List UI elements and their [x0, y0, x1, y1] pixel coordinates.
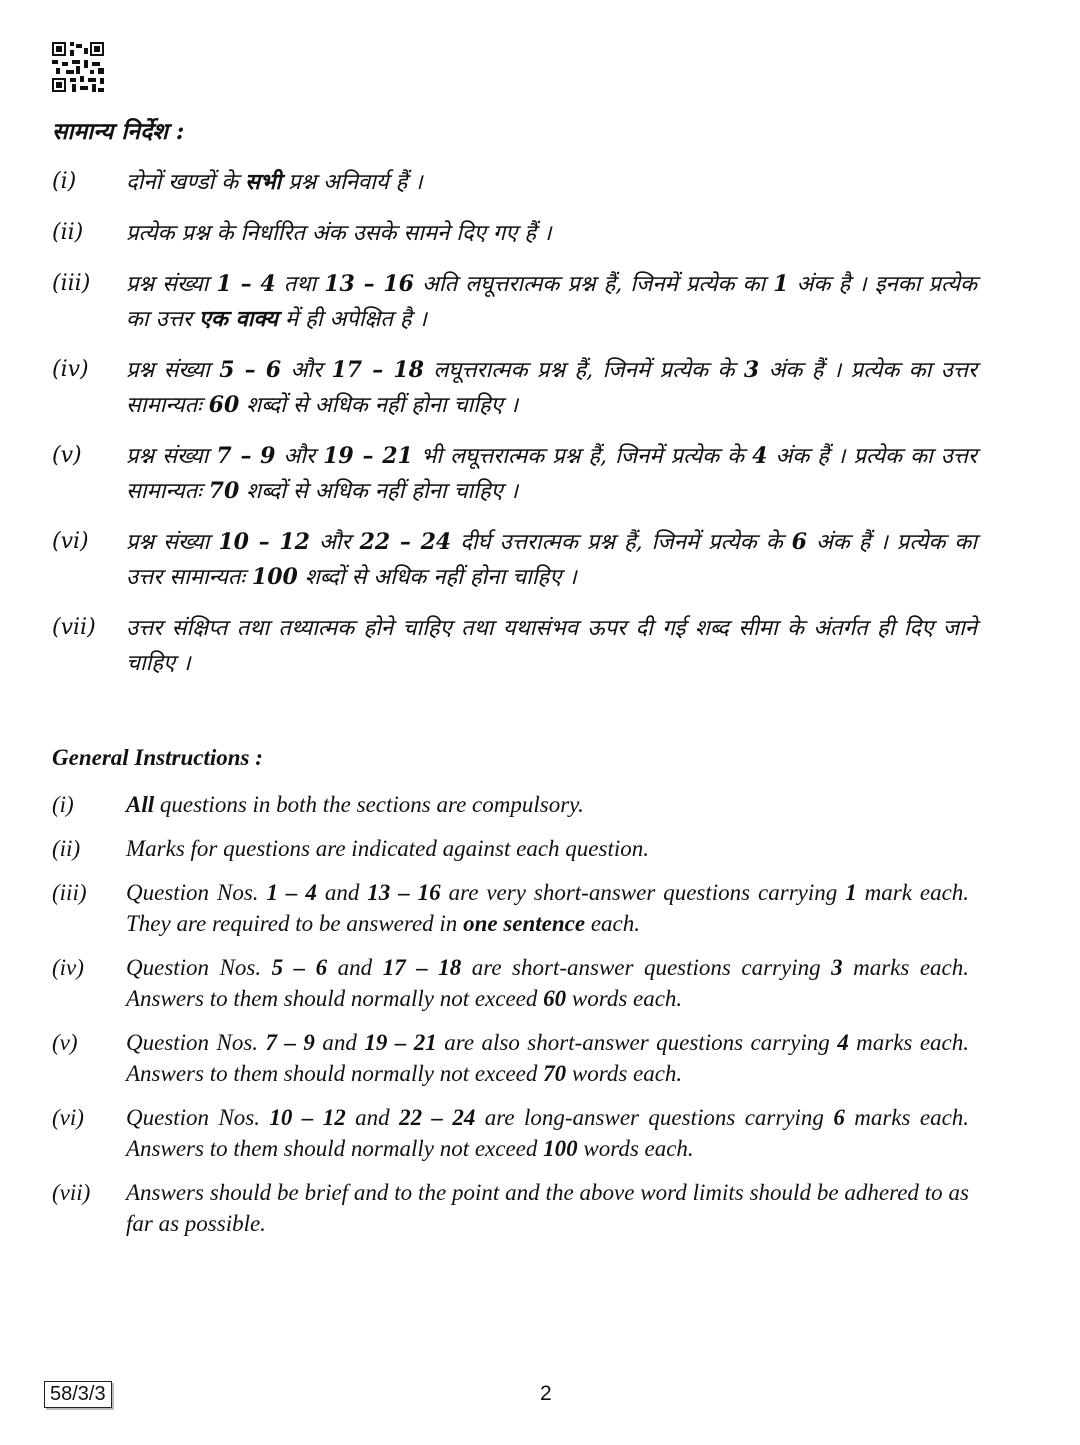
instruction-item: [52, 877, 969, 939]
instruction-text: [126, 525, 977, 595]
emphasis-text: 1 – 4: [216, 271, 276, 297]
text-run: तथा: [275, 272, 325, 297]
emphasis-text: 13 – 16: [367, 880, 441, 905]
emphasis-text: 22 – 24: [399, 1105, 476, 1130]
text-run: शब्दों से अधिक नहीं होना चाहिए ।: [239, 393, 519, 418]
emphasis-text: 5 – 6: [271, 955, 328, 980]
instruction-item: [52, 1102, 969, 1164]
instruction-text: [126, 789, 969, 820]
text-run: प्रश्न संख्या: [126, 530, 219, 555]
emphasis-text: 13 – 16: [324, 271, 414, 297]
instruction-number: (vii): [52, 615, 96, 640]
instruction-text: [126, 1027, 969, 1089]
text-run: words each.: [566, 1061, 683, 1086]
instruction-text: [126, 611, 977, 681]
paper-code-badge: 58/3/3: [44, 1381, 112, 1408]
emphasis-text: 70: [543, 1061, 567, 1086]
emphasis-text: 100: [543, 1136, 578, 1161]
emphasis-text: सभी: [245, 169, 282, 195]
text-run: and: [327, 955, 383, 980]
text-run: प्रत्येक प्रश्न के निर्धारित अंक उसके सामने दिए गए हैं ।: [126, 221, 552, 246]
text-run: Answers should be brief and to the point and the above word limits should be adhered to as far as possible.: [126, 1180, 969, 1236]
instruction-text: [126, 833, 969, 864]
instruction-item: [52, 611, 977, 681]
text-run: are short-answer questions carrying: [461, 955, 832, 980]
instruction-text: [126, 877, 969, 939]
instruction-number: (iii): [52, 880, 87, 905]
instruction-number: (vi): [52, 1105, 84, 1130]
instruction-text: [126, 1102, 969, 1164]
instruction-number: (vi): [52, 529, 89, 554]
text-run: marks each. Answers to them should normally not exceed: [126, 1105, 970, 1161]
emphasis-text: 17 – 18: [331, 357, 424, 383]
instruction-text: [126, 1177, 969, 1239]
instruction-item: [52, 165, 977, 200]
emphasis-text: 19 – 21: [364, 1030, 437, 1055]
instruction-number: (v): [52, 443, 82, 468]
english-instructions-list: [52, 789, 969, 1252]
emphasis-text: 60: [543, 986, 567, 1011]
text-run: दीर्घ उत्तरात्मक प्रश्न हैं, जिनमें प्रत्येक के: [451, 530, 792, 555]
text-run: और: [309, 530, 360, 555]
hindi-instructions-heading: सामान्य निर्देश :: [52, 118, 185, 145]
text-run: और: [281, 358, 332, 383]
qr-code-icon: [52, 42, 104, 92]
emphasis-text: 70: [208, 478, 240, 504]
instruction-item: [52, 833, 969, 864]
text-run: अंक हैं । प्रत्येक का उत्तर सामान्यतः: [126, 444, 977, 504]
text-run: और: [275, 444, 324, 469]
text-run: Marks for questions are indicated against each question.: [126, 836, 649, 861]
emphasis-text: All: [126, 792, 155, 817]
text-run: Question Nos.: [126, 955, 272, 980]
text-run: में ही अपेक्षित है ।: [278, 307, 427, 332]
instruction-number: (ii): [52, 836, 81, 861]
emphasis-text: 3: [743, 357, 760, 383]
emphasis-text: 7 – 9: [265, 1030, 315, 1055]
instruction-item: [52, 267, 977, 337]
text-run: अति लघूत्तरात्मक प्रश्न हैं, जिनमें प्रत्येक का: [413, 272, 774, 297]
emphasis-text: 1: [773, 271, 789, 297]
text-run: words each.: [566, 986, 683, 1011]
instruction-item: [52, 952, 969, 1014]
emphasis-text: 4: [837, 1030, 849, 1055]
english-instructions-heading: General Instructions :: [52, 745, 263, 770]
emphasis-text: 6: [791, 529, 807, 555]
instruction-item: [52, 525, 977, 595]
text-run: and: [345, 1105, 400, 1130]
instruction-item: [52, 216, 977, 251]
instruction-text: [126, 353, 977, 423]
text-run: questions in both the sections are compulsory.: [154, 792, 584, 817]
emphasis-text: एक वाक्य: [198, 306, 279, 332]
instruction-item: [52, 1177, 969, 1239]
instruction-item: [52, 1027, 969, 1089]
emphasis-text: 3: [831, 955, 843, 980]
emphasis-text: 19 – 21: [323, 443, 413, 469]
text-run: प्रश्न संख्या: [126, 444, 217, 469]
instruction-text: [126, 165, 977, 200]
text-run: Question Nos.: [126, 880, 267, 905]
emphasis-text: one sentence: [463, 911, 586, 936]
text-run: शब्दों से अधिक नहीं होना चाहिए ।: [239, 479, 519, 504]
text-run: दोनों खण्डों के: [126, 170, 246, 195]
emphasis-text: 22 – 24: [359, 529, 452, 555]
text-run: अंक है । इनका प्रत्येक का उत्तर: [126, 272, 977, 332]
text-run: mark each. They are required to be answered in: [126, 880, 970, 936]
emphasis-text: 7 – 9: [216, 443, 276, 469]
instruction-text: [126, 267, 977, 337]
emphasis-text: 5 – 6: [219, 357, 282, 383]
text-run: भी लघूत्तरात्मक प्रश्न हैं, जिनमें प्रत्येक के: [412, 444, 753, 469]
text-run: प्रश्न अनिवार्य हैं ।: [281, 170, 423, 195]
instruction-number: (iv): [52, 357, 89, 382]
text-run: words each.: [577, 1136, 694, 1161]
emphasis-text: 10 – 12: [218, 529, 310, 555]
text-run: Question Nos.: [126, 1030, 266, 1055]
instruction-text: [126, 952, 969, 1014]
text-run: are very short-answer questions carrying: [440, 880, 846, 905]
instruction-item: [52, 439, 977, 509]
page-number: 2: [540, 1382, 552, 1405]
emphasis-text: 60: [208, 392, 240, 418]
text-run: each.: [585, 911, 640, 936]
instruction-number: (ii): [52, 220, 84, 245]
emphasis-text: 10 – 12: [269, 1105, 346, 1130]
emphasis-text: 1: [845, 880, 857, 905]
text-run: are long-answer questions carrying: [475, 1105, 834, 1130]
instruction-number: (vii): [52, 1180, 91, 1205]
instruction-number: (iii): [52, 271, 91, 296]
emphasis-text: 4: [752, 443, 768, 469]
emphasis-text: 6: [833, 1105, 845, 1130]
text-run: and: [314, 1030, 365, 1055]
text-run: अंक हैं । प्रत्येक का उत्तर सामान्यतः: [126, 358, 977, 418]
instruction-text: [126, 439, 977, 509]
text-run: Question Nos.: [126, 1105, 270, 1130]
instruction-number: (i): [52, 169, 77, 194]
emphasis-text: 1 – 4: [266, 880, 317, 905]
text-run: marks each. Answers to them should normally not exceed: [126, 1030, 969, 1086]
text-run: प्रश्न संख्या: [126, 358, 220, 383]
text-run: लघूत्तरात्मक प्रश्न हैं, जिनमें प्रत्येक के: [423, 358, 744, 383]
instruction-number: (i): [52, 792, 74, 817]
text-run: प्रश्न संख्या: [126, 272, 217, 297]
text-run: शब्दों से अधिक नहीं होना चाहिए ।: [297, 565, 577, 590]
text-run: उत्तर संक्षिप्त तथा तथ्यात्मक होने चाहिए तथा यथासंभव ऊपर दी गई शब्द सीमा के अंतर्गत ही दिए जाने चाहिए ।: [126, 616, 977, 676]
instruction-item: [52, 353, 977, 423]
text-run: marks each. Answers to them should normally not exceed: [126, 955, 970, 1011]
hindi-instructions-list: [52, 165, 977, 697]
instruction-number: (v): [52, 1030, 78, 1055]
text-run: are also short-answer questions carrying: [436, 1030, 838, 1055]
instruction-text: [126, 216, 977, 251]
emphasis-text: 17 – 18: [382, 955, 462, 980]
instruction-item: [52, 789, 969, 820]
emphasis-text: 100: [251, 564, 298, 590]
text-run: अंक हैं । प्रत्येक का उत्तर सामान्यतः: [126, 530, 977, 590]
text-run: and: [316, 880, 368, 905]
instruction-number: (iv): [52, 955, 84, 980]
